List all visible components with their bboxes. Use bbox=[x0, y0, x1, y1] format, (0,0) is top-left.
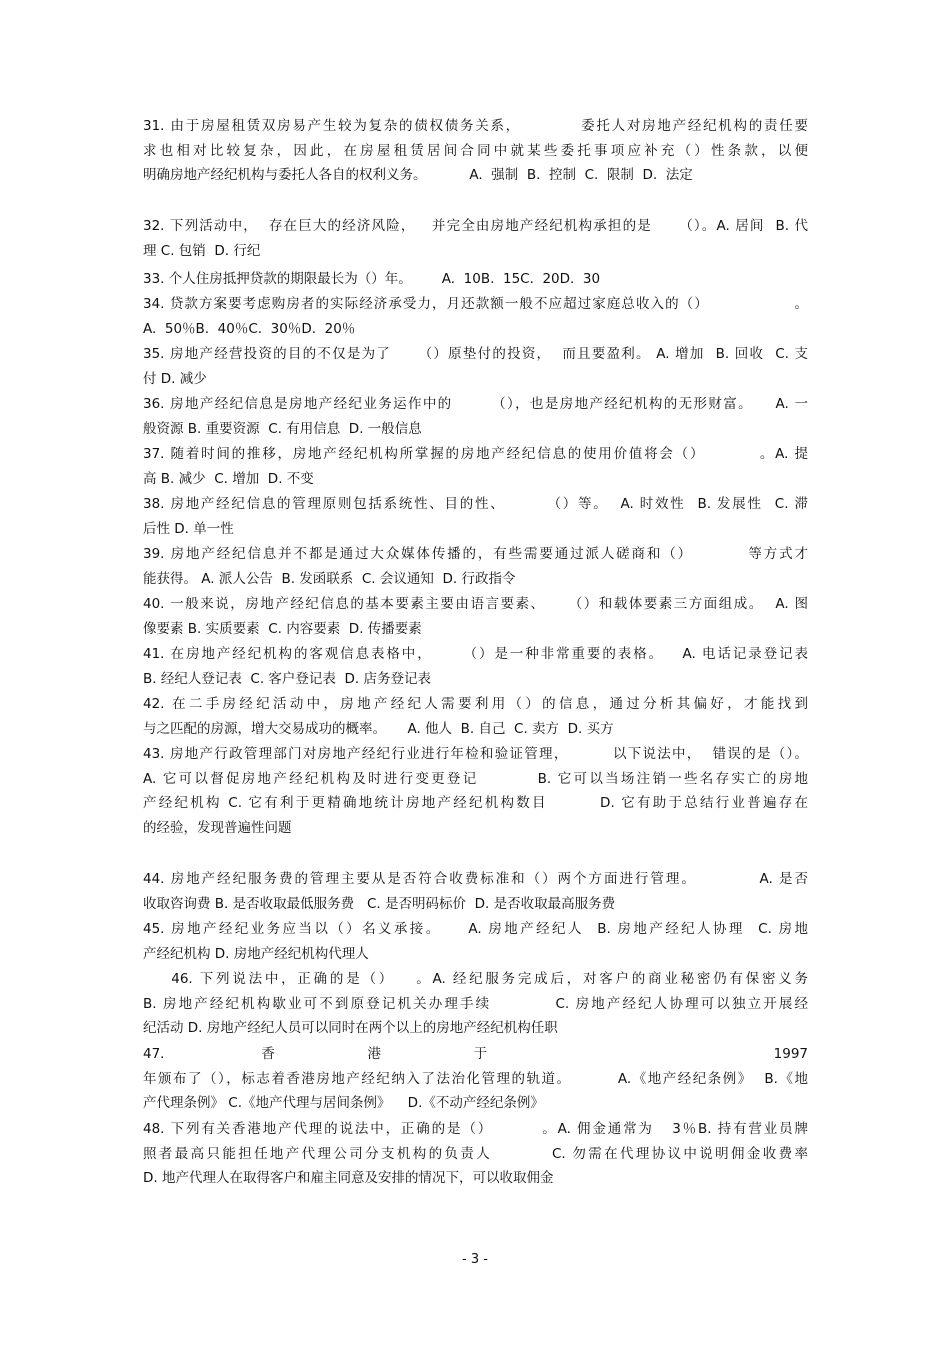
question-line: 能获得。 A. 派人公告 B. 发函联系 C. 会议通知 D. 行政指令 bbox=[143, 570, 516, 587]
question-line: 收取咨询费 B. 是否收取最低服务费 C. 是否明码标价 D. 是否收取最高服务费 bbox=[143, 895, 616, 912]
question-line: 纪活动 D. 房地产经纪人员可以同时在两个以上的房地产经纪机构任职 bbox=[143, 1020, 558, 1037]
question-line: 47. 香港于 1997 bbox=[143, 1046, 808, 1062]
question-line: 年颁布了（），标志着香港房地产经纪纳入了法治化管理的轨道。 A.《地产经纪条例》 B.《地 bbox=[143, 1070, 808, 1087]
question-line: 求也相对比较复杂，因此，在房屋租赁居间合同中就某些委托事项应补充（）性条款，以便 bbox=[143, 142, 808, 159]
question-line: 的经验，发现普遍性问题 bbox=[143, 820, 292, 837]
question-line: 般资源 B. 重要资源 C. 有用信息 D. 一般信息 bbox=[143, 420, 422, 437]
question-line: 明确房地产经纪机构与委托人各自的权利义务。 A. 强制 B. 控制 C. 限制 D. 法定 bbox=[143, 167, 693, 184]
question-line: 40. 一般来说，房地产经纪信息的基本要素主要由语言要素、 （）和载体要素三方面组成。 A. 图 bbox=[143, 596, 808, 612]
question-line: 35. 房地产经营投资的目的不仅是为了 （）原垫付的投资， 而且要盈利。 A. 增加 B. 回收 C. 支 bbox=[143, 346, 808, 362]
question-line: 37. 随着时间的推移，房地产经纪机构所掌握的房地产经纪信息的使用价值将会（） 。A. 提 bbox=[143, 446, 808, 462]
question-line: 34. 贷款方案要考虑购房者的实际经济承受力，月还款额一般不应超过家庭总收入的（） 。 bbox=[143, 296, 808, 312]
question-line: 31. 由于房屋租赁双房易产生较为复杂的债权债务关系， 委托人对房地产经纪机构的责任要 bbox=[143, 118, 808, 134]
question-line: 42. 在二手房经纪活动中，房地产经纪人需要利用（）的信息，通过分析其偏好，才能找到 bbox=[143, 696, 808, 712]
question-line: 付 D. 减少 bbox=[143, 370, 207, 387]
question-line: 39. 房地产经纪信息并不都是通过大众媒体传播的，有些需要通过派人磋商和（） 等方式才 bbox=[143, 546, 808, 562]
question-line: 像要素 B. 实质要素 C. 内容要素 D. 传播要素 bbox=[143, 620, 422, 637]
question-line: 33. 个人住房抵押贷款的期限最长为（）年。 A. 10B. 15C. 20D. 30 bbox=[143, 271, 601, 287]
question-line: 32. 下列活动中， 存在巨大的经济风险， 并完全由房地产经纪机构承担的是 （）。A. 居间 B. 代 bbox=[143, 218, 808, 234]
question-line: 36. 房地产经纪信息是房地产经纪业务运作中的 （），也是房地产经纪机构的无形财富。 A. 一 bbox=[143, 396, 808, 412]
question-line: B. 房地产经纪机构歇业可不到原登记机关办理手续 C. 房地产经纪人协理可以独立开展经 bbox=[143, 995, 808, 1012]
question-line: 46. 下列说法中，正确的是（） 。A. 经纪服务完成后，对客户的商业秘密仍有保密义务 bbox=[143, 971, 808, 987]
question-line: D. 地产代理人在取得客户和雇主同意及安排的情况下，可以收取佣金 bbox=[143, 1170, 554, 1187]
question-line: 产经纪机构 D. 房地产经纪机构代理人 bbox=[143, 945, 369, 962]
question-line: 48. 下列有关香港地产代理的说法中，正确的是（） 。A. 佣金通常为 3％B. 持有营业员牌 bbox=[143, 1121, 808, 1137]
question-line: A. 它可以督促房地产经纪机构及时进行变更登记 B. 它可以当场注销一些名存实亡的房地 bbox=[143, 770, 808, 787]
question-line: 与之匹配的房源，增大交易成功的概率。 A. 他人 B. 自己 C. 卖方 D. 买方 bbox=[143, 720, 614, 737]
question-line: 后性 D. 单一性 bbox=[143, 520, 234, 537]
question-line: 理 C. 包销 D. 行纪 bbox=[143, 242, 261, 259]
question-line: B. 经纪人登记表 C. 客户登记表 D. 店务登记表 bbox=[143, 670, 431, 687]
question-line: 照者最高只能担任地产代理公司分支机构的负责人 C. 勿需在代理协议中说明佣金收费率 bbox=[143, 1145, 808, 1162]
question-line: 45. 房地产经纪业务应当以（）名义承接。 A. 房地产经纪人 B. 房地产经纪人协理 C. 房地 bbox=[143, 921, 808, 937]
question-line: 43. 房地产行政管理部门对房地产经纪行业进行年检和验证管理， 以下说法中， 错误的是（）。 bbox=[143, 746, 808, 762]
question-line: 41. 在房地产经纪机构的客观信息表格中， （）是一种非常重要的表格。 A. 电话记录登记表 bbox=[143, 646, 808, 662]
question-line: 44. 房地产经纪服务费的管理主要从是否符合收费标准和（）两个方面进行管理。 A. 是否 bbox=[143, 871, 808, 887]
question-line: A. 50％B. 40％C. 30％D. 20％ bbox=[143, 320, 356, 337]
question-line: 产经纪机构 C. 它有利于更精确地统计房地产经纪机构数目 D. 它有助于总结行业普遍存在 bbox=[143, 795, 808, 812]
page-number: - 3 - bbox=[462, 1252, 488, 1267]
question-line: 高 B. 减少 C. 增加 D. 不变 bbox=[143, 470, 314, 487]
question-line: 产代理条例》 C.《地产代理与居间条例》 D.《不动产经纪条例》 bbox=[143, 1095, 544, 1112]
question-line: 38. 房地产经纪信息的管理原则包括系统性、目的性、 （）等。 A. 时效性 B. 发展性 C. 滞 bbox=[143, 496, 808, 512]
